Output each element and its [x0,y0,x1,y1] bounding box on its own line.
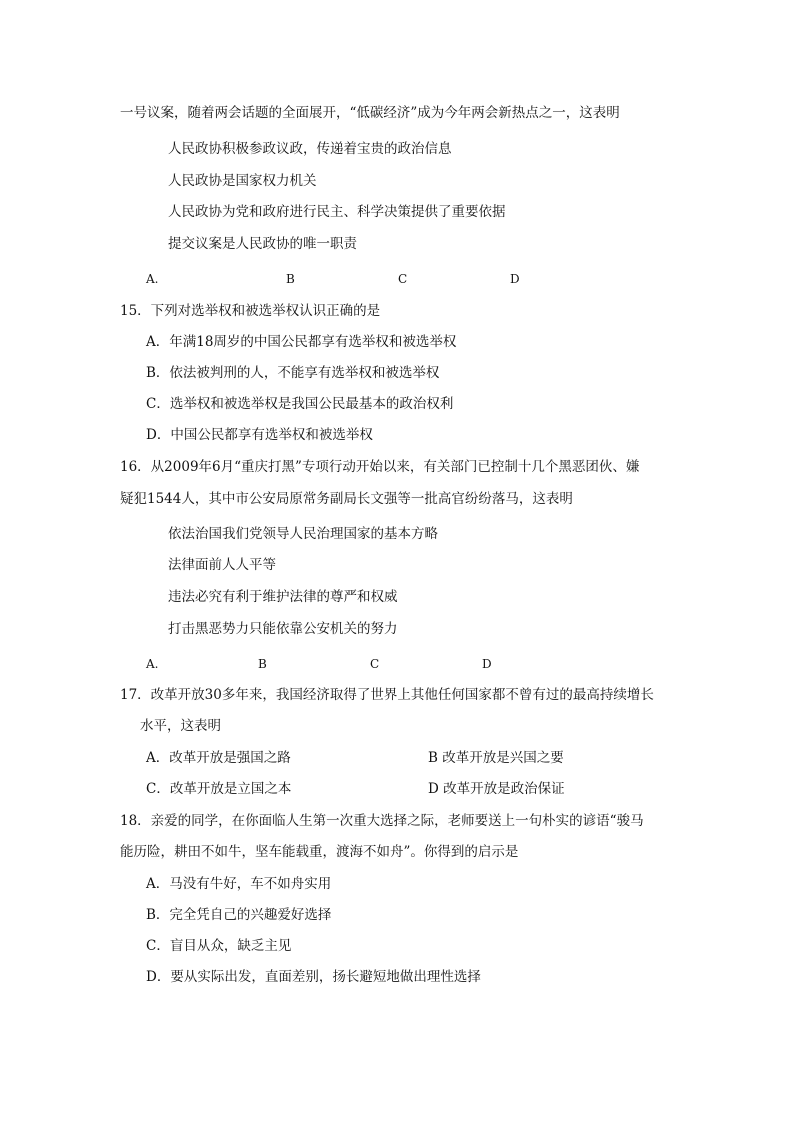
q18-option-d: D．要从实际出发，直面差别，扬长避短地做出理性选择 [146,969,481,985]
q18-option-c: C．盲目从众，缺乏主见 [146,938,292,954]
q16-choice-a: A. [146,657,159,671]
q16-item-2: 法律面前人人平等 [168,557,276,573]
q18-option-b: B．完全凭自己的兴趣爱好选择 [146,907,332,923]
q16-item-4: 打击黑恶势力只能依靠公安机关的努力 [168,621,398,637]
q14-item-2: 人民政协是国家权力机关 [168,173,317,189]
q16-item-3: 违法必究有利于维护法律的尊严和权威 [168,589,398,605]
q14-stem-tail: 一号议案，随着两会话题的全面展开，“低碳经济”成为今年两会新热点之一，这表明 [120,105,620,121]
q17-stem-line-1: 17．改革开放30多年来，我国经济取得了世界上其他任何国家都不曾有过的最高持续增长 [120,687,654,703]
q15-stem: 15．下列对选举权和被选举权认识正确的是 [120,303,381,319]
q14-choice-b: B [286,272,295,286]
q14-choice-a: A. [146,272,159,286]
q15-option-b: B．依法被判刑的人，不能享有选举权和被选举权 [146,365,440,381]
q18-option-a: A．马没有牛好，车不如舟实用 [146,876,332,892]
q16-stem-line-2: 疑犯1544人，其中市公安局原常务副局长文强等一批高官纷纷落马，这表明 [120,491,573,507]
q16-choice-c: C [370,657,380,671]
q14-item-4: 提交议案是人民政协的唯一职责 [168,236,357,252]
q18-stem-line-2: 能历险，耕田不如牛，坚车能载重，渡海不如舟”。你得到的启示是 [120,844,519,860]
q15-option-c: C．选举权和被选举权是我国公民最基本的政治权利 [146,396,454,412]
q14-choice-d: D [510,272,520,286]
q14-item-3: 人民政协为党和政府进行民主、科学决策提供了重要依据 [168,204,506,220]
q16-stem-line-1: 16．从2009年6月“重庆打黑”专项行动开始以来，有关部门已控制十几个黑恶团伙、嫌 [120,459,640,475]
q17-option-a: A．改革开放是强国之路 [146,750,291,766]
q17-stem-line-2: 水平，这表明 [140,718,221,734]
q17-option-b: B 改革开放是兴国之要 [428,750,564,766]
q17-option-d: D 改革开放是政治保证 [428,781,565,797]
q15-option-a: A．年满18周岁的中国公民都享有选举权和被选举权 [146,334,457,350]
q18-stem-line-1: 18．亲爱的同学，在你面临人生第一次重大选择之际，老师要送上一句朴实的谚语“骏马 [120,813,644,829]
q15-option-d: D．中国公民都享有选举权和被选举权 [146,427,373,443]
q16-choice-d: D [482,657,492,671]
q16-item-1: 依法治国我们党领导人民治理国家的基本方略 [168,526,438,542]
q17-option-c: C．改革开放是立国之本 [146,781,292,797]
q16-choice-b: B [258,657,267,671]
q14-item-1: 人民政协积极参政议政，传递着宝贵的政治信息 [168,141,452,157]
q14-choice-c: C [398,272,408,286]
